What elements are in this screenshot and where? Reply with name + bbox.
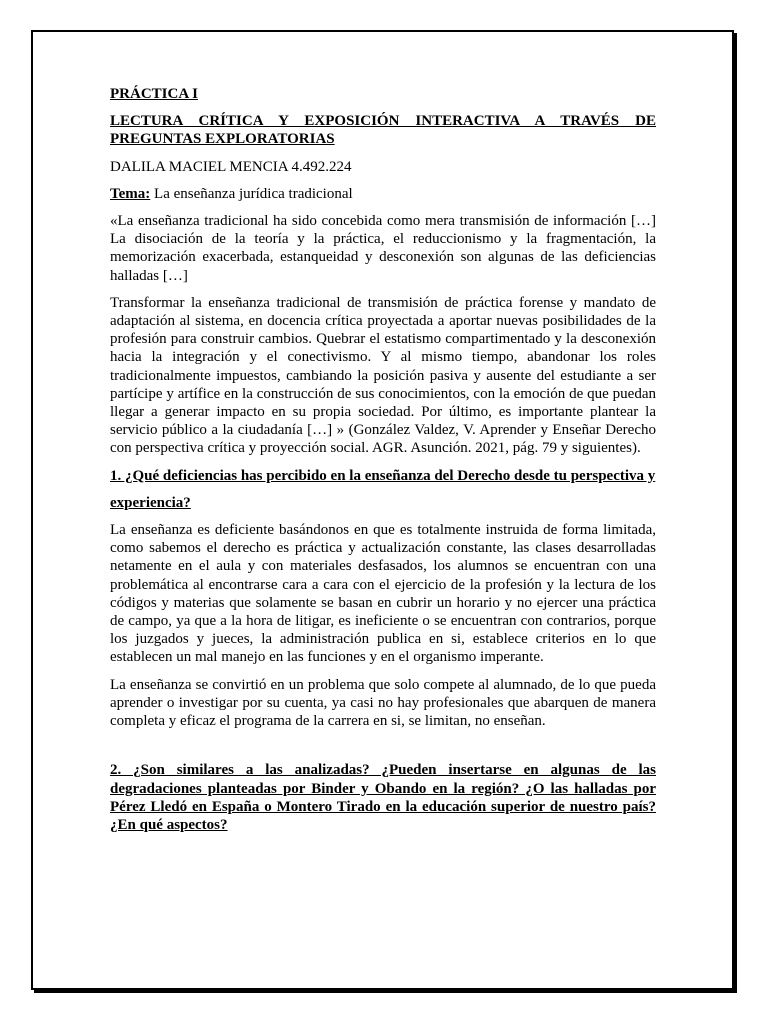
- topic-line: [110, 185, 656, 203]
- practice-title: PRÁCTICA I: [110, 86, 198, 102]
- answer-1-paragraph-1: La enseñanza es deficiente basándonos en que es totalmente instruida de forma limitada, como sabemos el derecho es práctica y actualización constante, las clases desarrolladas netamente en el aula y con materiales desfasados, los alumnos se encuentran con una problemática al encontrarse cara a cara con el ejercicio de la profesión y la lectura de los códigos y materias que solamente se basan en cubrir un horario y no ejercer una práctica de campo, ya que a la hora de litigar, es ineficiente o se encuentran con contrarios, porque los juzgados y jueces, la administración publica en si, establece criterios en lo que establecen un mal manejo en las funciones y en el organismo imperante.: [110, 522, 656, 666]
- quote-paragraph-2: Transformar la enseñanza tradicional de transmisión de práctica forense y mandato de adaptación al sistema, en docencia crítica proyectada a aportar nuevas posibilidades de la profesión para construir cambios. Quebrar el estatismo compartimentado y la desconexión hacia la integración y el conectivismo. Y al mismo tiempo, abandonar los roles tradicionalmente impuestos, cambiando la posición pasiva y ausente del estudiante a ser partícipe y artífice en la construcción de sus conocimientos, con la emoción de que puedan llegar a generar impacto en su propia sociedad. Por último, es importante plantear la servicio público a la ciudadanía […] » (González Valdez, V. Aprender y Enseñar Derecho con perspectiva crítica y proyección social. AGR. Asunción. 2021, pág. 79 y siguientes).: [110, 294, 656, 457]
- section-spacer: [110, 739, 656, 761]
- question-1-heading-continued: experiencia?: [110, 494, 191, 511]
- document-body: [110, 85, 656, 843]
- main-title: LECTURA CRÍTICA Y EXPOSICIÓN INTERACTIVA A TRAVÉS DE PREGUNTAS EXPLORATORIAS: [110, 113, 656, 148]
- answer-1-paragraph-2: La enseñanza se convirtió en un problema que solo compete al alumnado, de lo que pueda aprender o investigar por su cuenta, ya casi no hay profesionales que abarquen de manera completa y eficaz el programa de la carrera en si, se limitan, no enseñan.: [110, 676, 656, 730]
- question-2-heading: 2. ¿Son similares a las analizadas? ¿Pueden insertarse en algunas de las degradaciones planteadas por Binder y Obando en la región? ¿O las halladas por Pérez Lledó en España o Montero Tirado en la educación superior de nuestro país? ¿En qué aspectos?: [110, 762, 656, 833]
- question-1-heading: 1. ¿Qué deficiencias has percibido en la enseñanza del Derecho desde tu perspectiva y: [110, 467, 656, 484]
- topic-value: La enseñanza jurídica tradicional: [150, 185, 353, 202]
- quote-paragraph-1: «La enseñanza tradicional ha sido concebida como mera transmisión de información […] La disociación de la teoría y la práctica, el reduccionismo y la fragmentación, la memorización exacerbada, estanqueidad y desconexión son algunas de las deficiencias halladas […]: [110, 213, 656, 284]
- topic-label: Tema:: [110, 185, 151, 202]
- author-line: DALILA MACIEL MENCIA 4.492.224: [110, 158, 352, 175]
